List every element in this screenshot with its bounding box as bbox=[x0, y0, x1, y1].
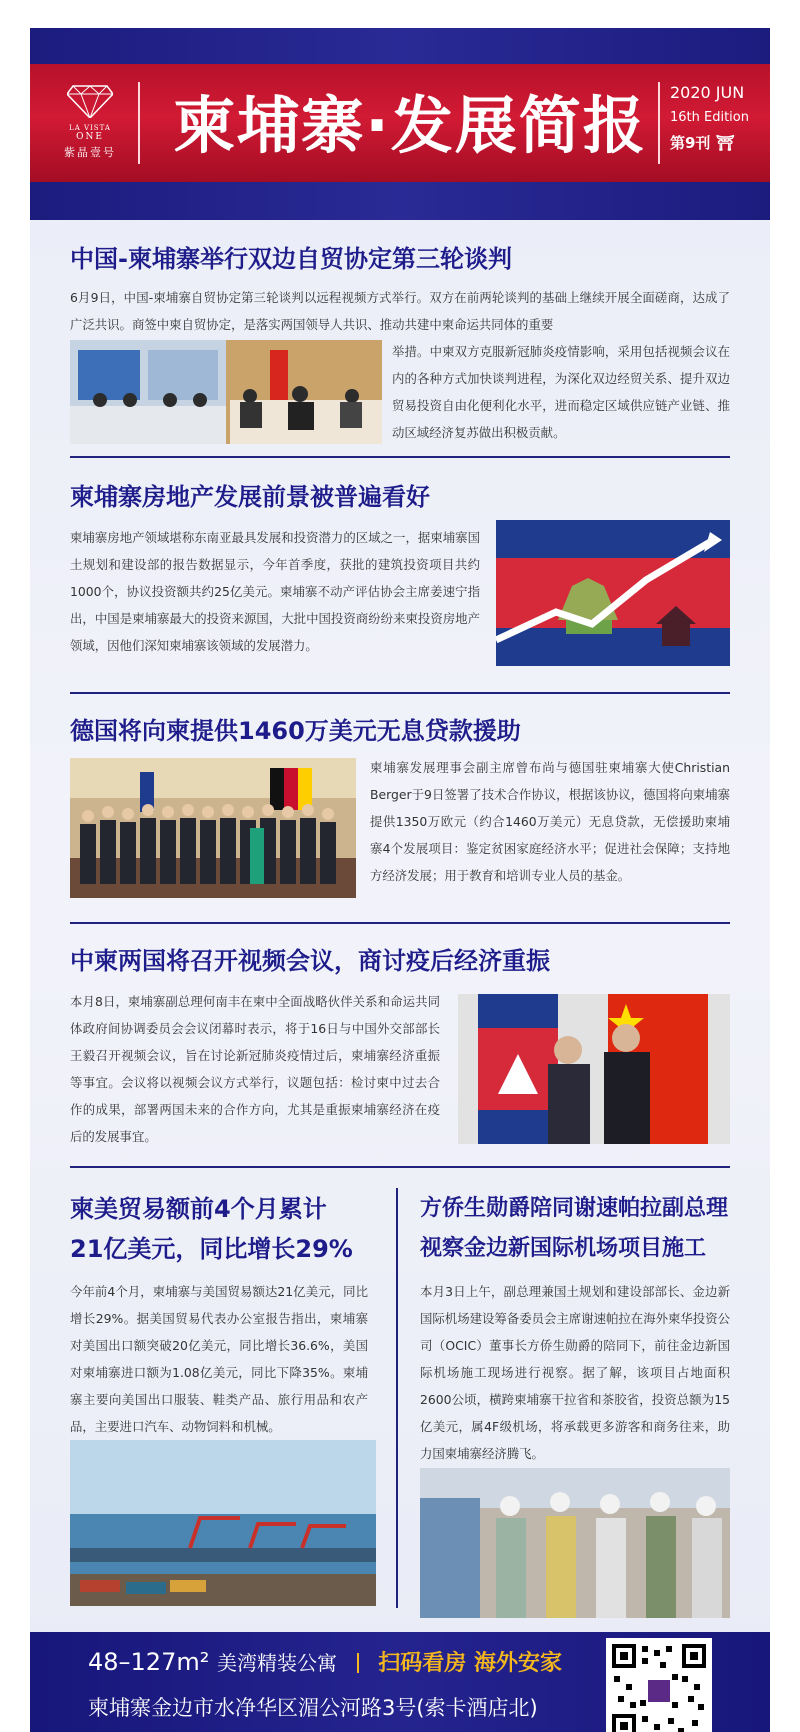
article-5-body: 今年前4个月，柬埔寨与美国贸易额达21亿美元，同比增长29%。据美国贸易代表办公室报告指出，柬埔寨对美国出口额突破20亿美元，同比增长36.6%，美国对柬埔寨进口额为1.08亿美元，同比下降35%。柬埔寨主要向美国出口服装、鞋类产品、旅行用品和农产品，主要进口汽车、动物饲料和机械。 bbox=[70, 1284, 368, 1434]
article-4-title: 中柬两国将召开视频会议，商讨疫后经济重振 bbox=[70, 947, 550, 975]
footer-divider bbox=[357, 1653, 359, 1673]
article-5-title-line1: 柬美贸易额前4个月累计 bbox=[70, 1195, 327, 1223]
footer-area: 48–127m² bbox=[88, 1648, 210, 1676]
section-divider bbox=[70, 922, 730, 924]
page-title: 柬埔寨·发展简报 bbox=[173, 89, 647, 162]
article-3-title: 德国将向柬提供1460万美元无息贷款援助 bbox=[70, 717, 521, 745]
header-divider-right bbox=[658, 82, 660, 164]
footer-area-desc: 美湾精装公寓 bbox=[217, 1651, 337, 1675]
article-3-body: 柬埔寨发展理事会副主席曾布尚与德国驻柬埔寨大使Christian Berger于9日签署了技术合作协议，根据该协议，德国将向柬埔寨提供1350万欧元（约合1460万美元）无息贷款，无偿援助柬埔寨4个发展项目：鉴定贫困家庭经济水平；促进社会保障；支持地方经济发展；用于教育和培训专业人员的基金。 bbox=[370, 760, 730, 883]
issue-label: 第9刊 bbox=[670, 134, 711, 152]
edition-issue bbox=[670, 130, 766, 156]
article-6-title-line2: 视察金边新国际机场项目施工 bbox=[420, 1236, 707, 1261]
article-1-body-top: 6月9日，中国-柬埔寨自贸协定第三轮谈判以远程视频方式举行。双方在前两轮谈判的基础上继续开展全面磋商，达成了广泛共识。商签中柬自贸协定，是落实两国领导人共识、推动共建中柬命运共同体的重要 bbox=[70, 290, 730, 332]
article-6-title-line1: 方侨生勋爵陪同谢速帕拉副总理 bbox=[420, 1196, 729, 1221]
qr-code-icon bbox=[612, 1644, 706, 1732]
footer-promo bbox=[88, 1646, 562, 1677]
footer-slogan: 扫码看房 海外安家 bbox=[378, 1651, 562, 1676]
section-divider bbox=[70, 692, 730, 694]
article-5-photo-port bbox=[70, 1440, 376, 1606]
diamond-icon bbox=[67, 80, 113, 118]
edition-info bbox=[670, 80, 766, 156]
header-top-band bbox=[30, 28, 770, 64]
newsletter-poster bbox=[30, 28, 770, 1732]
article-6-body: 本月3日上午，副总理兼国土规划和建设部部长、金边新国际机场建设筹备委员会主席谢速帕拉在海外柬华投资公司（OCIC）董事长方侨生勋爵的陪同下，前往金边新国际机场施工现场进行视察。据了解，该项目占地面积2600公顷，横跨柬埔寨干拉省和茶胶省，投资总额为15亿美元，属4F级机场，将承载更多游客和商务往来，助力国柬埔寨经济腾飞。 bbox=[420, 1284, 730, 1461]
article-5-title-line2: 21亿美元，同比增长29% bbox=[70, 1235, 353, 1263]
article-3-photo-group bbox=[70, 758, 356, 898]
article-6-photo-site-visit bbox=[420, 1468, 730, 1618]
logo-chinese-name: 紫晶壹号 bbox=[64, 146, 116, 159]
edition-number: 16th Edition bbox=[670, 110, 749, 125]
article-2-title: 柬埔寨房地产发展前景被普遍看好 bbox=[70, 483, 430, 511]
article-1-photo-video-conference bbox=[70, 340, 382, 444]
edition-date: 2020 JUN bbox=[670, 83, 745, 102]
section-divider bbox=[70, 456, 730, 458]
article-4-photo-handshake bbox=[458, 994, 730, 1144]
article-1-title: 中国-柬埔寨举行双边自贸协定第三轮谈判 bbox=[70, 245, 512, 273]
article-1-body-side: 举措。中柬双方克服新冠肺炎疫情影响，采用包括视频会议在内的各种方式加快谈判进程，为深化双边经贸关系、提升双边贸易投资自由化便利化水平，进而稳定区域供应链产业链、推动区域经济复苏做出积极贡献。 bbox=[392, 344, 730, 440]
logo-text-line2: ONE bbox=[76, 132, 104, 142]
article-2-photo-cambodia-growth bbox=[496, 520, 730, 666]
section-divider bbox=[70, 1166, 730, 1168]
article-4-body: 本月8日，柬埔寨副总理何南丰在柬中全面战略伙伴关系和命运共同体政府间协调委员会会议闭幕时表示，将于16日与中国外交部部长王毅召开视频会议，旨在讨论新冠肺炎疫情过后，柬埔寨经济重振等事宜。会议将以视频会议方式举行，议题包括：检讨柬中过去合作的成果，部署两国未来的合作方向，尤其是重振柬埔寨经济在疫后的发展事宜。 bbox=[70, 994, 440, 1144]
logo-text-line1: LA VISTA bbox=[69, 124, 111, 132]
brand-logo bbox=[50, 76, 130, 172]
footer-address: 柬埔寨金边市水净华区湄公河路3号(索卡酒店北) bbox=[88, 1696, 538, 1720]
qr-code[interactable] bbox=[606, 1638, 712, 1732]
article-2-body: 柬埔寨房地产领域堪称东南亚最具发展和投资潜力的区域之一，据柬埔寨国土规划和建设部的报告数据显示，今年首季度，获批的建筑投资项目共约1000个，协议投资额共约25亿美元。柬埔寨不动产评估协会主席姜速宁指出，中国是柬埔寨最大的投资来源国，大批中国投资商纷纷来柬投资房地产领域，因他们深知柬埔寨该领域的发展潜力。 bbox=[70, 530, 480, 653]
header-bottom-band bbox=[30, 182, 770, 220]
column-divider bbox=[396, 1188, 398, 1608]
temple-icon: ⛩ bbox=[715, 134, 735, 152]
footer-banner bbox=[30, 1632, 770, 1732]
